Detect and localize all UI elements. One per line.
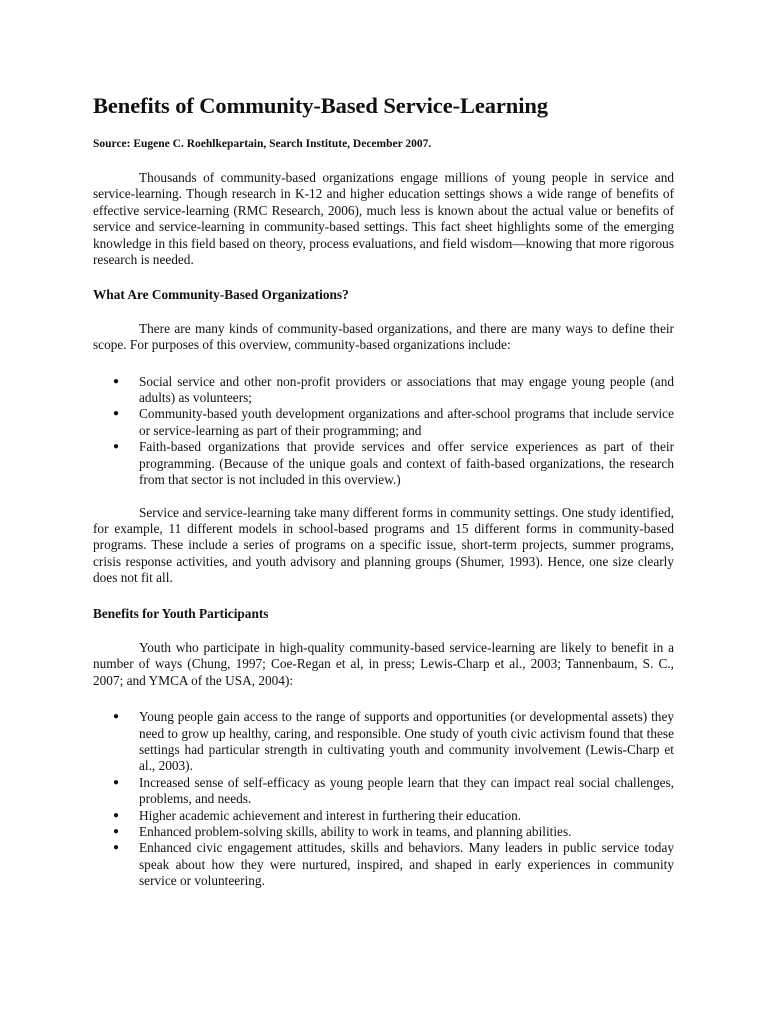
bullet-icon: ● bbox=[113, 826, 120, 837]
list-item: ● Increased sense of self-efficacy as young people learn that they can impact real social challenges, problems, and needs. bbox=[113, 774, 674, 807]
list-item: ● Social service and other non-profit providers or associations that may engage young people (and adults) as volunteers; bbox=[113, 373, 674, 406]
section-heading-cbo: What Are Community-Based Organizations? bbox=[93, 287, 349, 303]
bullet-icon: ● bbox=[113, 375, 120, 387]
bullet-icon: ● bbox=[113, 711, 120, 723]
bullet-icon: ● bbox=[113, 441, 120, 453]
bullet-icon: ● bbox=[113, 776, 120, 788]
section-heading-benefits: Benefits for Youth Participants bbox=[93, 605, 269, 621]
cbo-closing-paragraph: Service and service-learning take many different forms in community settings. One study identified, for example, 11 different models in school-based programs and 15 different forms in community-based programs. These include a series of programs on a specific issue, short-term projects, summer programs, crisis response activities, and youth advisory and planning groups (Shumer, 1993). Hence, one size clearly does not fit all. bbox=[93, 504, 674, 586]
cbo-intro-paragraph: There are many kinds of community-based organizations, and there are many ways to define their scope. For purposes of this overview, community-based organizations include: bbox=[93, 320, 674, 353]
page-title: Benefits of Community-Based Service-Learning bbox=[93, 93, 548, 118]
bullet-icon: ● bbox=[113, 809, 120, 821]
bullet-icon: ● bbox=[113, 408, 120, 420]
list-item: ● Higher academic achievement and interest in furthering their education. bbox=[113, 807, 522, 823]
benefits-intro-paragraph: Youth who participate in high-quality community-based service-learning are likely to benefit in a number of ways (Chung, 1997; Coe-Regan et al, in press; Lewis-Charp et al., 2003; Tannenbaum, S. C., 2007; and YMCA of the USA, 2004): bbox=[93, 639, 674, 688]
benefits-bullet-list bbox=[93, 709, 674, 889]
list-item: ● Enhanced problem-solving skills, ability to work in teams, and planning abilities. bbox=[113, 824, 572, 839]
bullet-icon: ● bbox=[113, 842, 120, 854]
cbo-bullet-list bbox=[93, 374, 674, 489]
list-item: ● Young people gain access to the range of supports and opportunities (or developmental assets) they need to grow up healthy, caring, and responsible. One study of youth civic activism found that these settings had particular strength in cultivating youth and community involvement (Lewis-Charp et al., 2003). bbox=[113, 709, 674, 774]
list-item: ● Enhanced civic engagement attitudes, skills and behaviors. Many leaders in public service today speak about how they were nurtured, inspired, and shaped in early experiences in community service or volunteering. bbox=[113, 840, 674, 889]
intro-paragraph: Thousands of community-based organizations engage millions of young people in service and service-learning. Though research in K-12 and higher education settings shows a wide range of benefits of effective service-learning (RMC Research, 2006), much less is known about the actual value or benefits of service and service-learning in community-based settings. This fact sheet highlights some of the emerging knowledge in this field based on theory, process evaluations, and field wisdom—knowing that more rigorous research is needed. bbox=[93, 170, 674, 268]
source-line: Source: Eugene C. Roehlkepartain, Search Institute, December 2007. bbox=[93, 138, 432, 150]
list-item: ● Community-based youth development organizations and after-school programs that include service or service-learning as part of their programming; and bbox=[113, 406, 674, 438]
list-item: ● Faith-based organizations that provide services and offer service experiences as part of their programming. (Because of the unique goals and context of faith-based organizations, the research from that sector is not included in this overview.) bbox=[113, 439, 674, 488]
